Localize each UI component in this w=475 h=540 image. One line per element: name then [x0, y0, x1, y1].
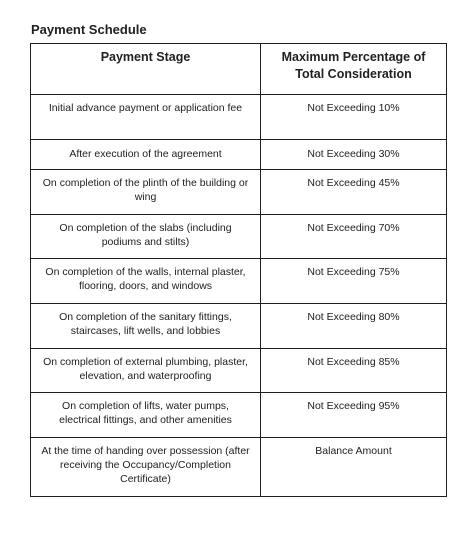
percentage-cell: Balance Amount: [261, 438, 447, 497]
percentage-cell: Not Exceeding 80%: [261, 304, 447, 349]
percentage-cell: Not Exceeding 75%: [261, 259, 447, 304]
column-header-maximum-percentage: Maximum Percentage of Total Consideration: [261, 44, 447, 95]
table-row: [31, 259, 447, 304]
payment-stage-cell: After execution of the agreement: [31, 140, 261, 170]
payment-stage-cell: On completion of lifts, water pumps, electrical fittings, and other amenities: [31, 393, 261, 438]
percentage-cell: Not Exceeding 30%: [261, 140, 447, 170]
percentage-cell: Not Exceeding 85%: [261, 349, 447, 393]
table-row: [31, 438, 447, 497]
payment-stage-cell: On completion of external plumbing, plaster, elevation, and waterproofing: [31, 349, 261, 393]
page-title: Payment Schedule: [31, 22, 147, 37]
payment-stage-cell: Initial advance payment or application fee: [31, 95, 261, 140]
column-header-payment-stage: Payment Stage: [31, 44, 261, 95]
payment-stage-cell: At the time of handing over possession (after receiving the Occupancy/Completion Certificate): [31, 438, 261, 497]
table-row: [31, 140, 447, 170]
percentage-cell: Not Exceeding 70%: [261, 215, 447, 259]
payment-stage-cell: On completion of the plinth of the building or wing: [31, 170, 261, 215]
payment-stage-cell: On completion of the walls, internal plaster, flooring, doors, and windows: [31, 259, 261, 304]
payment-stage-cell: On completion of the sanitary fittings, staircases, lift wells, and lobbies: [31, 304, 261, 349]
payment-schedule-table: [30, 43, 447, 497]
payment-stage-cell: On completion of the slabs (including podiums and stilts): [31, 215, 261, 259]
percentage-cell: Not Exceeding 45%: [261, 170, 447, 215]
table-row: [31, 95, 447, 140]
table-row: [31, 215, 447, 259]
percentage-cell: Not Exceeding 95%: [261, 393, 447, 438]
table-row: [31, 304, 447, 349]
table-row: [31, 393, 447, 438]
table-row: [31, 170, 447, 215]
table-row: [31, 349, 447, 393]
percentage-cell: Not Exceeding 10%: [261, 95, 447, 140]
table-header-row: [31, 44, 447, 95]
